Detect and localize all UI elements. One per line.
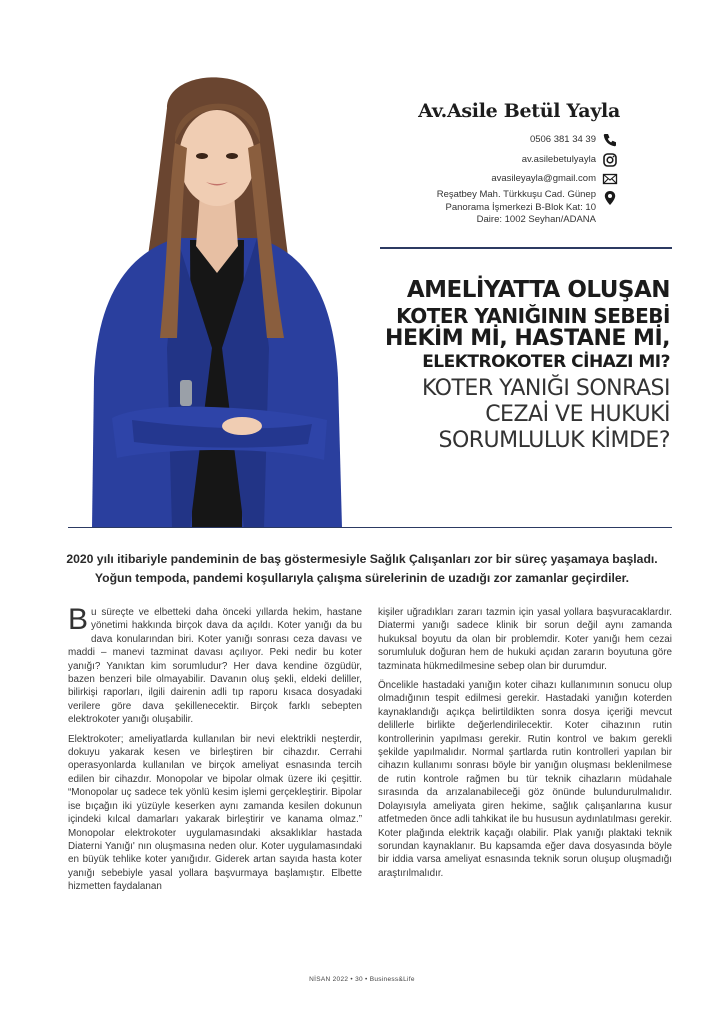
location-pin-icon bbox=[602, 190, 618, 206]
headline-line: KOTER YANIĞININ SEBEBİ bbox=[396, 303, 670, 328]
address-line: Panorama İşmerkezi B-Blok Kat: 10 bbox=[445, 201, 596, 213]
drop-cap: B bbox=[68, 603, 89, 636]
headline-line: ELEKTROKOTER CİHAZI MI? bbox=[422, 352, 670, 373]
mail-icon bbox=[602, 171, 618, 187]
author-portrait bbox=[72, 48, 362, 528]
body-paragraph bbox=[68, 603, 362, 727]
headline-line: AMELİYATTA OLUŞAN bbox=[406, 277, 670, 303]
body-paragraph: Öncelikle hastadaki yanığın koter cihazı kullanımının sonucu olup olmadığının tespit edilmesi gerekir. Hastadaki yanığın koterden kaynaklandığı açıkça belirtildikten sonra dosya içeriği mevcut delillerle birlikte değerlendirilecektir. Koter cihazının rutin kontrollerinin yapılması gerekir. Rutin kontrol ve bakım gerekli şekilde yapılmalıdır. Normal şartlarda rutin kontrolleri yapılan bir cihazın kullanımı sonrası böyle bir yanığın oluşması beklenilmese de rutin kontrole rağmen bu tür teknik cihazların müdahale sırasında da arızalanabileceği göz önünde bulundurulmalıdır. Dolayısıyla ameliyata giren hekime, sağlık çalışanlarına kusur atfetmeden önce adli tahkikat ile bu hususun aydınlatılması gerekir. Koter plağında elektrik kaçağı olabilir. Plak yanığı plaktaki teknik sorundan kaynaklanır. Bu kapsamda eğer dava dosyasında böyle bir iddia varsa ameliyat esnasında teknik sorun oluşup oluşmadığı araştırılmalıdır. bbox=[378, 680, 672, 879]
body-column-left bbox=[68, 603, 362, 900]
address-line: Daire: 1002 Seyhan/ADANA bbox=[476, 214, 596, 225]
address-line: Reşatbey Mah. Türkkuşu Cad. Günep bbox=[436, 189, 596, 200]
subheadline-line: SORUMLULUK KİMDE? bbox=[438, 428, 670, 454]
paragraph-text: u süreçte ve elbetteki daha önceki yıllarda hekim, hastane yönetimi hakkında birçok dava da açıldı. Koter yanığı da bu dava konularından biri. Koter yanığı sonrası ceza davası ve maddi – manevi tazminat davası açılıyor. Peki nedir bu koter yanığı? Yanıktan kim sorumludur? Her dava kendine özgüdür, bazen benzeri bile olmayabilir. Davanın oluş şekli, eldeki deliller, bilirkişi raporları, ilgili dairenin adli tıp raporu kısaca dosyadaki verilere göre dava şekillenecektir. Birçok farklı sebepten elektrokoter yanığı oluşabilir. bbox=[68, 607, 362, 726]
instagram-icon bbox=[602, 152, 618, 168]
phone-icon bbox=[602, 132, 618, 148]
subheadline-line: CEZAİ VE HUKUKİ bbox=[485, 401, 670, 427]
instagram-handle: av.asilebetulyayla bbox=[521, 154, 596, 165]
body-column-right bbox=[378, 606, 672, 886]
body-paragraph: kişiler uğradıkları zararı tazmin için yasal yollara başvuracaklardır. Diatermi yanığı sadece klinik bir sorun değil aynı zamanda hukuksal boyutu da olan bir problemdir. Koter yanığı hem cezai sorumluluk doğuran hem de hukuki açıdan zararın boyutuna göre tazminata hükmedilmesine sebep olan bir durumdur. bbox=[378, 607, 672, 672]
phone-number: 0506 381 34 39 bbox=[529, 134, 596, 145]
email-address: avasileyayla@gmail.com bbox=[491, 173, 596, 184]
author-name: Av.Asile Betül Yayla bbox=[418, 100, 620, 122]
office-address bbox=[392, 189, 596, 227]
section-divider bbox=[68, 527, 672, 528]
body-paragraph: Elektrokoter; ameliyatlarda kullanılan bir nevi elektrikli neşterdir, dokuyu yakarak kesen ve birleştiren bir cihazdır. Cerrahi operasyonlarda kullanılan ve birçok ameliyat esnasında tercih edilen bir cihazdır. Monopolar ve bipolar olmak üzere iki çeşittir. “Monopolar uç sadece tek yönlü kesim işlemi gerçekleştirir. Bipolar ise bıçağın iki yüzüyle keserken aynı zamanda kesilen dokunun içindeki kılcal damarları yakarak birleştirir ve kanama olmaz.” Monopolar elektrokoter uygulamasındaki aksaklıklar hastada Diaterni Yanığı' nın oluşmasına neden olur. Koter uygulamasındaki en büyük tehlike koter yanığıdır. Giderek artan sayıda hasta koter yanığı sebebiyle yasal yollara başvurmaya başlamıştır. Elbette hizmetten faydalanan bbox=[68, 733, 362, 893]
lead-line: 2020 yılı itibariyle pandeminin de baş göstermesiyle Sağlık Çalışanları zor bir süreç yaşamaya başladı. bbox=[66, 552, 658, 566]
article-lead bbox=[60, 550, 664, 588]
article-headline bbox=[372, 278, 670, 455]
lead-line: Yoğun tempoda, pandemi koşullarıyla çalışma sürelerinin de uzadığı zor zamanlar geçirdiler. bbox=[94, 571, 630, 585]
headline-line: HEKİM Mİ, HASTANE Mİ, bbox=[385, 326, 670, 352]
header-divider bbox=[380, 247, 672, 249]
subheadline-line: KOTER YANIĞI SONRASI bbox=[421, 375, 670, 401]
page-footer: NİSAN 2022 • 30 • Business&Life bbox=[309, 976, 415, 983]
